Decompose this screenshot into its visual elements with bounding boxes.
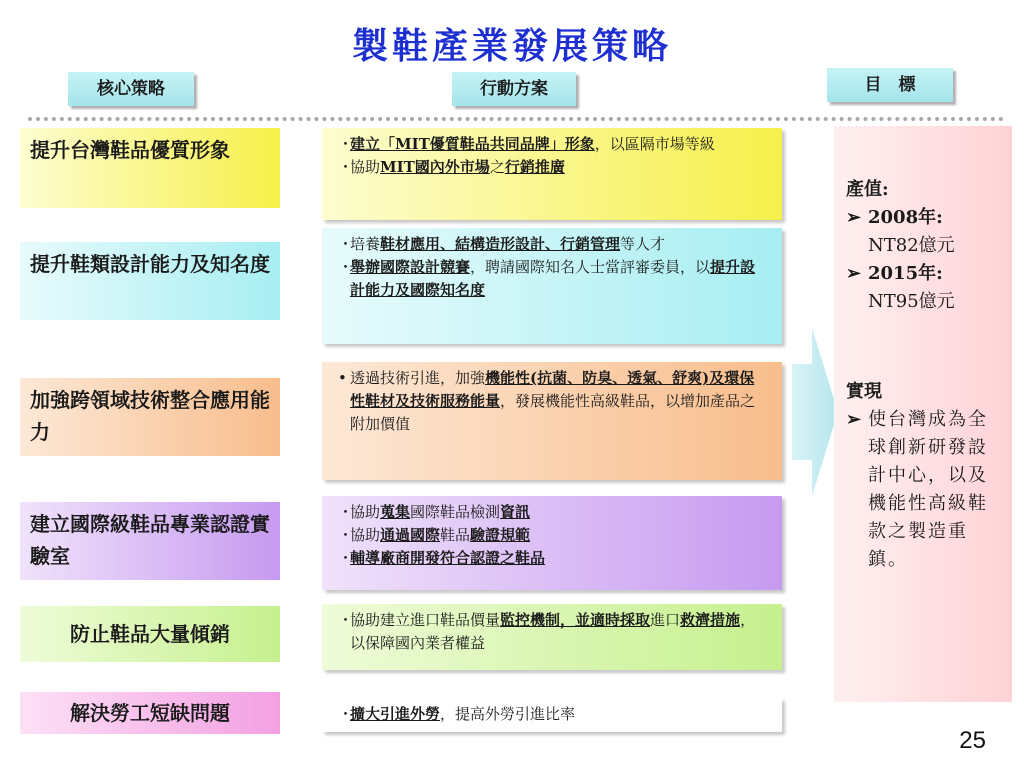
- highlighted-text: 監控機制，並適時採取: [500, 611, 651, 629]
- year-2008-label: 2008年:: [868, 207, 943, 228]
- action-item: [338, 547, 768, 570]
- action-plan-6: [322, 698, 782, 732]
- action-item: [338, 256, 768, 302]
- value-2008: NT82億元: [868, 235, 955, 256]
- action-item: [338, 703, 768, 726]
- year-2015-label: 2015年:: [868, 263, 943, 284]
- bullet-icon: ・: [338, 135, 354, 153]
- value-2015: NT95億元: [868, 291, 955, 312]
- core-strategy-6: 解決勞工短缺問題: [20, 692, 280, 734]
- action-text: ，提高外勞引進比率: [440, 705, 576, 723]
- highlighted-text: 舉辦國際設計競賽: [350, 258, 471, 276]
- right-arrow-icon: [792, 328, 840, 496]
- highlighted-text: 資訊: [500, 503, 531, 521]
- page-number: 25: [959, 727, 986, 754]
- goal-2015: [846, 260, 1006, 288]
- core-strategy-1: 提升台灣鞋品優質形象: [20, 128, 280, 208]
- action-item: [338, 501, 768, 524]
- highlighted-text: 行銷推廣: [504, 158, 565, 176]
- core-strategy-3: 加強跨領域技術整合應用能力: [20, 378, 280, 456]
- action-item: [338, 133, 768, 156]
- action-plan-3: [322, 362, 782, 480]
- action-item: [338, 524, 768, 547]
- action-text: 等人才: [620, 235, 666, 253]
- realize-text: 使台灣成為全球創新研發設計中心，以及機能性高級鞋款之製造重鎮。: [868, 409, 988, 570]
- page-title: 製鞋產業發展策略: [351, 25, 672, 67]
- bullet-icon: ・: [338, 503, 354, 521]
- highlighted-text: 擴大引進外勞: [350, 705, 441, 723]
- action-text: ，以區隔市場等級: [594, 135, 715, 153]
- action-text: 協助: [350, 158, 381, 176]
- arrow-bullet-icon: ➢: [846, 263, 862, 284]
- output-heading: 產值:: [846, 179, 889, 200]
- header-goal: 目 標: [827, 68, 953, 102]
- bullet-icon: ・: [338, 526, 354, 544]
- action-plan-5: [322, 604, 782, 670]
- action-text: 協助: [350, 526, 381, 544]
- highlighted-text: 救濟措施: [680, 611, 741, 629]
- action-item: [338, 233, 768, 256]
- action-text: 透過技術引進，加強: [350, 369, 486, 387]
- action-item: [338, 156, 768, 179]
- goal-panel: [834, 126, 1012, 702]
- highlighted-text: 通過國際: [380, 526, 441, 544]
- bullet-icon: ・: [338, 258, 354, 276]
- header-core-strategy: 核心策略: [68, 72, 194, 106]
- realize-item: [846, 406, 1006, 574]
- highlighted-text: 輔導廠商開發符合認證之鞋品: [350, 549, 546, 567]
- action-text: 國際鞋品檢測: [410, 503, 501, 521]
- action-text: 鞋品: [440, 526, 471, 544]
- core-strategy-2: 提升鞋類設計能力及知名度: [20, 242, 280, 320]
- action-text: ，發展機能性高級鞋品，以增加產品之附加價值: [350, 392, 756, 433]
- highlighted-text: 驗證規範: [470, 526, 531, 544]
- bullet-icon: ・: [338, 705, 354, 723]
- action-item: [338, 609, 768, 655]
- bullet-icon: ・: [338, 549, 354, 567]
- highlighted-text: 蒐集: [380, 503, 411, 521]
- core-strategy-5: 防止鞋品大量傾銷: [20, 606, 280, 662]
- highlighted-text: 提升設計能力及國際知名度: [350, 258, 756, 299]
- action-text: ，聘請國際知名人士當評審委員，以: [470, 258, 711, 276]
- core-strategy-4: 建立國際級鞋品專業認證實驗室: [20, 502, 280, 580]
- action-plan-2: [322, 228, 782, 344]
- action-text: 協助: [350, 503, 381, 521]
- action-text: 培養: [350, 235, 381, 253]
- action-text: 協助建立進口鞋品價量: [350, 611, 501, 629]
- action-plan-1: [322, 128, 782, 220]
- arrow-bullet-icon: ➢: [846, 409, 864, 430]
- action-text: ，以保障國內業者權益: [350, 611, 756, 652]
- action-text: 進口: [650, 611, 681, 629]
- highlighted-text: MIT國內外市場: [380, 158, 490, 176]
- action-item: [338, 367, 768, 436]
- highlighted-text: 機能性(抗菌、防臭、透氣、舒爽)及環保性鞋材及技術服務能量: [350, 369, 755, 410]
- action-text: 之: [489, 158, 505, 176]
- bullet-icon: ・: [338, 611, 354, 629]
- highlighted-text: 建立「MIT優質鞋品共同品牌」形象: [350, 135, 595, 153]
- arrow-bullet-icon: ➢: [846, 207, 862, 228]
- realize-heading: 實現: [846, 381, 882, 402]
- bullet-icon: ・: [338, 158, 354, 176]
- header-action-plan: 行動方案: [452, 72, 576, 106]
- goal-2008: [846, 204, 1006, 232]
- bullet-icon: •: [338, 369, 347, 387]
- action-plan-4: [322, 496, 782, 590]
- bullet-icon: ・: [338, 235, 354, 253]
- highlighted-text: 鞋材應用、結構造形設計、行銷管理: [380, 235, 621, 253]
- dotted-divider: [28, 117, 1004, 121]
